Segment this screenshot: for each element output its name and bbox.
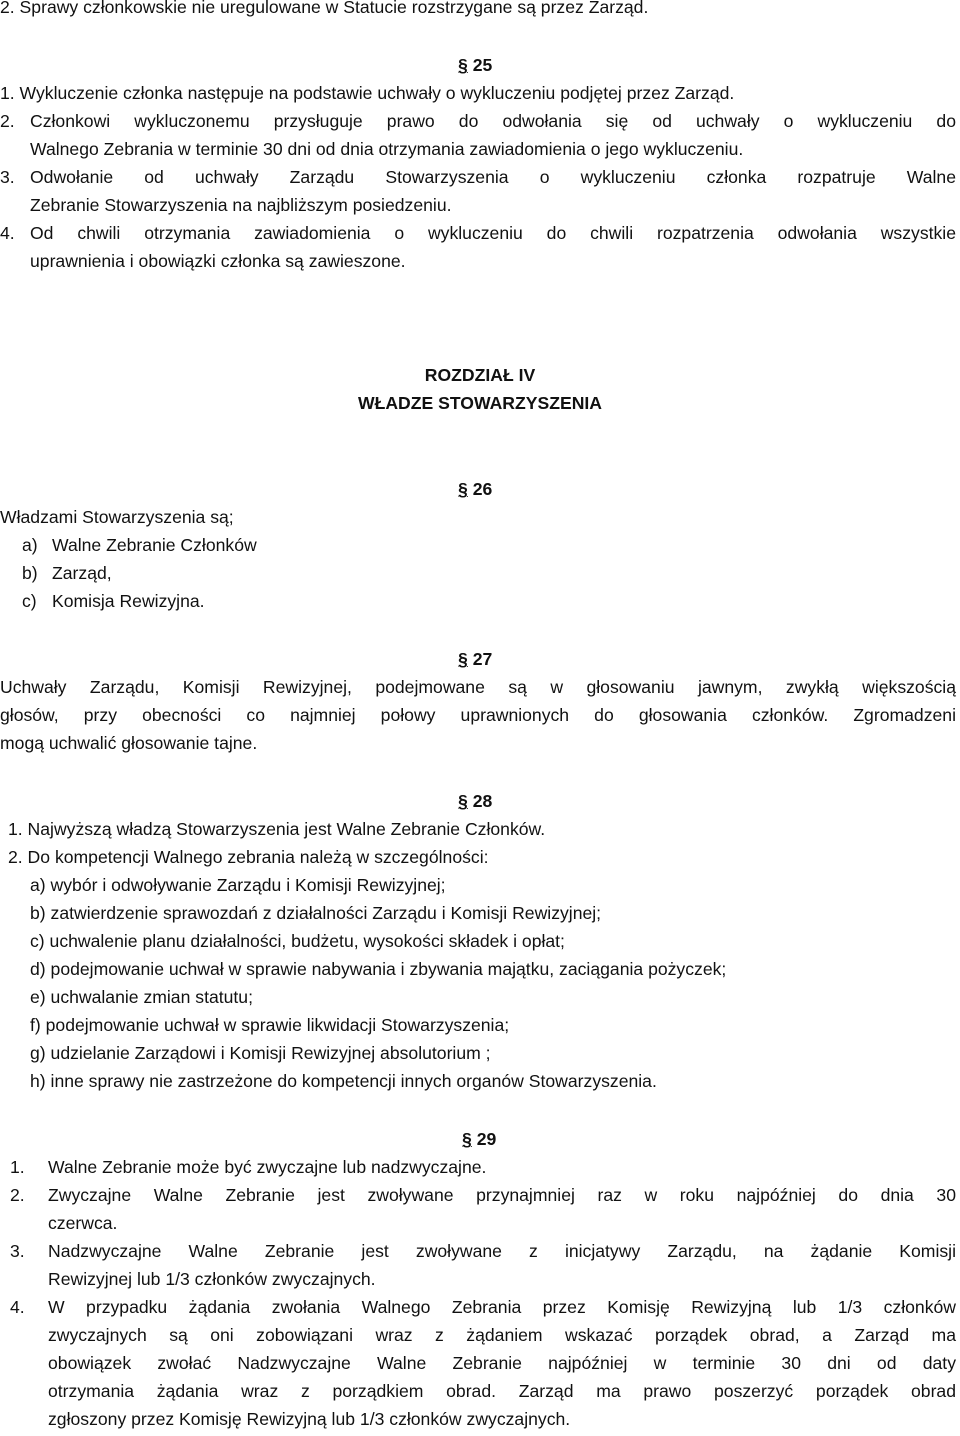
sub-list-item: d) podejmowanie uchwał w sprawie nabywania i zbywania majątku, zaciągania pożyczek;: [30, 959, 727, 979]
paragraph-line: Uchwały Zarządu, Komisji Rewizyjnej, podejmowane są w głosowaniu jawnym, zwykłą większością: [0, 677, 956, 697]
chapter-subtitle: WŁADZE STOWARZYSZENIA: [357, 393, 603, 413]
sub-list-item: a) wybór i odwoływanie Zarządu i Komisji Rewizyjnej;: [30, 875, 446, 895]
sub-list-item: g) udzielanie Zarządowi i Komisji Rewizyjnej absolutorium ;: [30, 1043, 491, 1063]
list-item-text: Rewizyjnej lub 1/3 członków zwyczajnych.: [48, 1269, 376, 1289]
section-symbol: §: [458, 55, 468, 75]
list-item-number: 4.: [0, 223, 15, 243]
list-item-text: Zwyczajne Walne Zebranie jest zwoływane przynajmniej raz w roku najpóźniej do dnia 30: [48, 1185, 956, 1205]
list-item-text: obowiązek zwołać Nadzwyczajne Walne Zebranie najpóźniej w terminie 30 dni od daty: [48, 1353, 956, 1373]
list-item: [22, 562, 112, 584]
list-item-text: Walne Zebranie Członków: [52, 535, 257, 555]
list-item-label: c): [22, 591, 37, 611]
sub-list-item: h) inne sprawy nie zastrzeżone do kompetencji innych organów Stowarzyszenia.: [30, 1071, 657, 1091]
list-item-text: uprawnienia i obowiązki członka są zawieszone.: [30, 251, 406, 271]
list-item-text: czerwca.: [48, 1213, 118, 1233]
section-heading-27: [458, 648, 492, 670]
list-item-number: 4.: [10, 1297, 25, 1317]
list-item-text: zwyczajnych są oni zobowiązani wraz z żądaniem wskazać porządek obrad, a Zarząd ma: [48, 1325, 956, 1345]
sub-list-item: b) zatwierdzenie sprawozdań z działalności Zarządu i Komisji Rewizyjnej;: [30, 903, 602, 923]
list-item-text: Nadzwyczajne Walne Zebranie jest zwoływane z inicjatywy Zarządu, na żądanie Komisji: [48, 1241, 956, 1261]
section-symbol: §: [458, 791, 468, 811]
paragraph-line: 2. Sprawy członkowskie nie uregulowane w Statucie rozstrzygane są przez Zarząd.: [0, 0, 649, 17]
section-heading-28: [458, 790, 492, 812]
list-item-text: Walne Zebranie może być zwyczajne lub nadzwyczajne.: [48, 1157, 487, 1177]
section-number: 27: [472, 649, 493, 669]
list-item-text: Zarząd,: [52, 563, 112, 583]
list-item-number: 3.: [10, 1241, 25, 1261]
list-item-text: Komisja Rewizyjna.: [52, 591, 205, 611]
section-number: 26: [472, 479, 493, 499]
section-heading-25: [458, 54, 492, 76]
list-item: 2. Do kompetencji Walnego zebrania należą w szczególności:: [8, 847, 489, 867]
list-item-text: Członkowi wykluczonemu przysługuje prawo do odwołania się od uchwały o wykluczeniu do: [30, 111, 956, 131]
list-item-text: zgłoszony przez Komisję Rewizyjną lub 1/3 członków zwyczajnych.: [48, 1409, 571, 1429]
list-item: [22, 534, 257, 556]
list-item-number: 2.: [0, 111, 15, 131]
list-item: 1. Najwyższą władzą Stowarzyszenia jest Walne Zebranie Członków.: [8, 819, 546, 839]
list-item-number: 1.: [10, 1157, 25, 1177]
chapter-title: ROZDZIAŁ IV: [424, 365, 536, 385]
list-item: [22, 590, 205, 612]
list-item-label: b): [22, 563, 38, 583]
section-symbol: §: [458, 479, 468, 499]
list-item-text: Od chwili otrzymania zawiadomienia o wykluczeniu do chwili rozpatrzenia odwołania wszystkie: [30, 223, 956, 243]
list-item: 1. Wykluczenie członka następuje na podstawie uchwały o wykluczeniu podjętej przez Zarząd.: [0, 83, 735, 103]
list-item-number: 2.: [10, 1185, 25, 1205]
sub-list-item: c) uchwalenie planu działalności, budżetu, wysokości składek i opłat;: [30, 931, 565, 951]
section-number: 29: [476, 1129, 497, 1149]
list-item-text: Zebranie Stowarzyszenia na najbliższym posiedzeniu.: [30, 195, 452, 215]
list-item-text: Odwołanie od uchwały Zarządu Stowarzyszenia o wykluczeniu członka rozpatruje Walne: [30, 167, 956, 187]
list-item-label: a): [22, 535, 38, 555]
sub-list-item: e) uchwalanie zmian statutu;: [30, 987, 253, 1007]
paragraph-line: głosów, przy obecności co najmniej połowy uprawnionych do głosowania członków. Zgromadzeni: [0, 705, 956, 725]
section-number: 28: [472, 791, 493, 811]
section-heading-29: [462, 1128, 496, 1150]
section-heading-26: [458, 478, 492, 500]
paragraph-line: mogą uchwalić głosowanie tajne.: [0, 733, 258, 753]
section-number: 25: [472, 55, 493, 75]
list-item-text: Walnego Zebrania w terminie 30 dni od dnia otrzymania zawiadomienia o jego wykluczeniu.: [30, 139, 744, 159]
paragraph-line: Władzami Stowarzyszenia są;: [0, 507, 234, 527]
section-symbol: §: [458, 649, 468, 669]
sub-list-item: f) podejmowanie uchwał w sprawie likwidacji Stowarzyszenia;: [30, 1015, 510, 1035]
section-symbol: §: [462, 1129, 472, 1149]
list-item-number: 3.: [0, 167, 15, 187]
list-item-text: otrzymania żądania wraz z porządkiem obrad. Zarząd ma prawo poszerzyć porządek obrad: [48, 1381, 956, 1401]
list-item-text: W przypadku żądania zwołania Walnego Zebrania przez Komisję Rewizyjną lub 1/3 członków: [48, 1297, 956, 1317]
